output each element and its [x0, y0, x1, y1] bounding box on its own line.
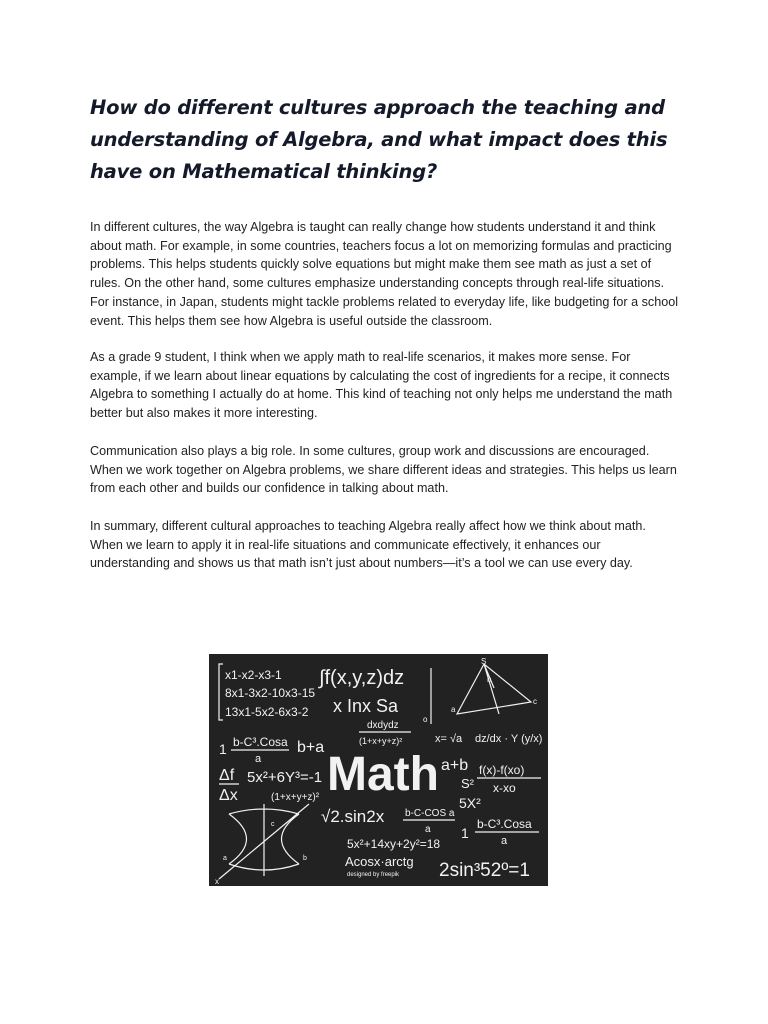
triangle-label-h: h	[487, 675, 492, 684]
formula-poly-3: 5x²+14xy+2y²=18	[347, 837, 441, 851]
triangle-label-c: c	[533, 697, 537, 706]
formula-fraction-3-num: b-C³.Cosa	[477, 817, 532, 831]
formula-system-1: x1-x2-x3-1	[225, 668, 282, 682]
axis-label-b: b	[303, 855, 307, 862]
paragraph-3: Communication also plays a big role. In some cultures, group work and discussions are encouraged. When we work together on Algebra problems, we share different ideas and strategies. This helps us learn from each other and builds our confidence in talking about math.	[90, 444, 677, 496]
hyperboloid-shape	[219, 804, 309, 879]
math-chalkboard-image	[209, 654, 548, 886]
formula-system-2: 8x1-3x2-10x3-15	[225, 686, 316, 700]
formula-one: 1	[219, 741, 227, 757]
formula-fraction-2-den: a	[425, 824, 431, 835]
formula-sqrt2-sin: √2.sin2x	[321, 807, 385, 826]
formula-fraction-2-num: b-C-COS a	[405, 808, 455, 819]
formula-delta-f: Δf	[219, 767, 235, 784]
axis-label-a: a	[223, 855, 227, 862]
formula-integral: ∫f(x,y,z)dz	[319, 667, 405, 689]
formula-triple-num: dxdydz	[367, 720, 399, 731]
triangle-label-o: o	[423, 715, 428, 724]
triangle-label-s: S	[481, 657, 487, 666]
formula-fx: f(x)-f(xo)	[479, 763, 525, 777]
formula-fraction-3-den: a	[501, 835, 508, 847]
formula-log: x Inx Sa	[333, 696, 399, 716]
paragraph-1: In different cultures, the way Algebra is taught can really change how students understand it and think about math. For example, in some countries, teachers focus a lot on memorizing formulas and practicing problems. This helps students quickly solve equations but might make them see math as just a set of rules. On the other hand, some cultures emphasize understanding concepts through real-life situations. For instance, in Japan, students might tackle problems related to everyday life, like budgeting for a school event. This helps them see how Algebra is useful outside the classroom.	[90, 220, 679, 328]
formula-fraction-1-num: b-C³.Cosa	[233, 735, 288, 749]
math-word: Math	[327, 748, 439, 801]
formula-poly: 5x²+6Y³=-1	[247, 769, 323, 786]
paragraph-4: In summary, different cultural approaches to teaching Algebra really affect how we think about math. When we learn to apply it in real-life situations and communicate effectively, it enhances our understanding and shows us that math isn’t just about numbers—it’s a tool we can use every day.	[90, 519, 646, 571]
formula-fraction-1-den: a	[255, 753, 262, 765]
formula-one-2: 1	[461, 825, 469, 841]
formula-poly-2: (1+x+y+z)²	[271, 792, 320, 803]
formula-x-sqrt: x= √a	[435, 733, 463, 745]
paragraph-2: As a grade 9 student, I think when we apply math to real-life scenarios, it makes more sense. For example, if we learn about linear equations by calculating the cost of ingredients for a recipe, it connects Algebra to something I actually do at home. This kind of teaching not only helps me understand the math better but also makes it more interesting.	[90, 350, 673, 421]
axis-label-c: c	[271, 821, 275, 828]
triangle-shape	[457, 664, 531, 714]
formula-delta-x: Δx	[219, 787, 238, 804]
bracket-shape	[219, 664, 223, 720]
formula-5x2: 5X²	[459, 795, 481, 811]
triangle-label-a: a	[451, 705, 456, 714]
formula-s2: S²	[461, 776, 474, 791]
article	[90, 92, 680, 571]
formula-fx-den: x-xo	[493, 781, 516, 795]
formula-acos: Acosx·arctg	[345, 854, 414, 869]
formula-system-3: 13x1-5x2-6x3-2	[225, 705, 309, 719]
formula-triple-den: (1+x+y+z)²	[359, 736, 403, 746]
formula-a-plus-b: a+b	[441, 757, 469, 774]
image-credit: designed by freepik	[347, 872, 400, 878]
formula-sin: 2sin³52º=1	[439, 860, 530, 881]
formula-dz-dx: dz/dx · Y (y/x)	[475, 733, 543, 745]
formula-b-plus-a: b+a	[297, 739, 325, 756]
axis-label-x: x	[215, 877, 219, 886]
article-title: How do different cultures approach the teaching and understanding of Algebra, and what impact does this have on Mathematical thinking?	[90, 96, 668, 183]
